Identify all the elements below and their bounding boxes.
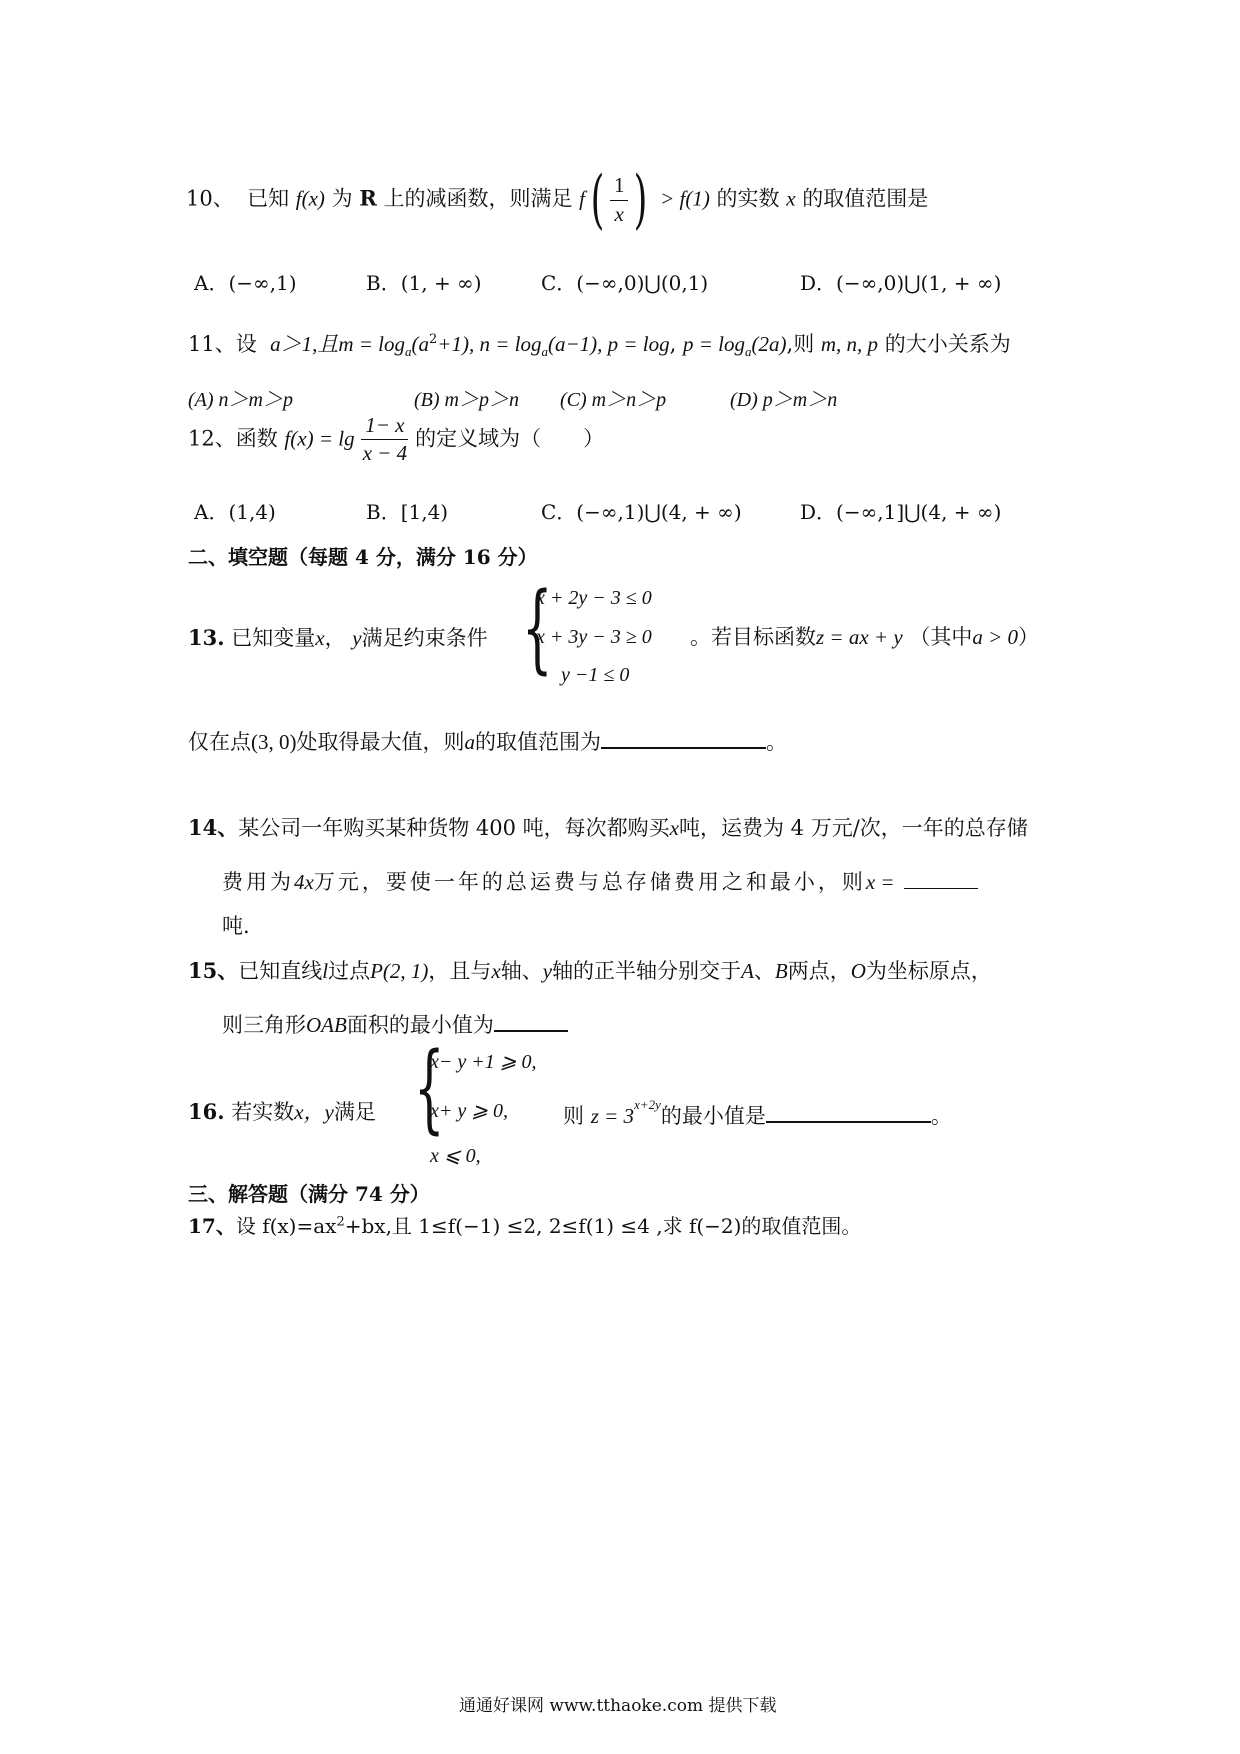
question-11: 11、设 a＞1,且$m = \log_a(a^2+1)$, $n = \log_a(a-1)$, p = log, $p = \log_a(2a)$,则 m, n, p 的大小关系为 [188, 332, 1011, 360]
q10-option-a: A．(−∞,1) [194, 271, 297, 295]
question-17: 17、设 $f(x)=ax^2+bx$,且 1≤f(−1) ≤2, 2≤f(1) ≤4 ,求 f(−2)的取值范围。 [188, 1214, 862, 1238]
q11-option-a: (A) n＞m＞p [188, 389, 293, 411]
q10-option-c: C．(−∞,0)⋃(0,1) [541, 271, 709, 295]
q14-line-3: 吨. [222, 914, 250, 938]
q12-option-b: B．[1,4) [366, 500, 449, 524]
footer-credit: 通通好课网 www.tthaoke.com 提供下载 [459, 1696, 777, 1716]
q15-answer-blank[interactable] [494, 1008, 568, 1032]
q11-option-c: (C) m＞n＞p [560, 389, 667, 411]
q13-constraint-3: y −1 ≤ 0 [561, 664, 630, 686]
q12-option-c: C．(−∞,1)⋃(4, + ∞) [541, 500, 742, 524]
q14-line-2: 费用为4x万元，要使一年的总运费与总存储费用之和最小，则x = [222, 866, 978, 895]
q14-answer-blank[interactable] [904, 866, 978, 889]
q11-option-b: (B) m＞p＞n [414, 389, 519, 411]
section-heading-answers: 三、解答题（满分 74 分） [188, 1182, 430, 1206]
question-14: 14、某公司一年购买某种货物 400 吨，每次都购买x吨，运费为 4 万元/次，一年的总存储 [188, 815, 1028, 840]
q13-constraint-1: x + 2y − 3 ≤ 0 [536, 587, 652, 609]
question-15: 15、已知直线l过点P(2, 1)，且与x轴、y轴的正半轴分别交于A、B两点，O为坐标原点， [188, 958, 992, 983]
q13-constraint-2: x + 3y − 3 ≥ 0 [536, 626, 652, 648]
question-16: 16. 若实数x，y满足 [188, 1099, 376, 1124]
q13-objective: 。若目标函数z = ax + y （其中a > 0） [690, 625, 1040, 649]
q16-brace: { [414, 1032, 445, 1144]
q12-option-a: A．(1,4) [194, 500, 276, 524]
q13-line-2: 仅在点(3, 0)处取得最大值，则a的取值范围为 。 [188, 725, 787, 755]
q16-constraint-2: x+ y ⩾ 0, [430, 1100, 509, 1122]
q15-line-2: 则三角形OAB面积的最小值为 [222, 1008, 568, 1038]
q13-brace: { [522, 572, 553, 684]
section-heading-fill-in: 二、填空题（每题 4 分，满分 16 分） [188, 545, 538, 569]
question-12: 12、函数 f(x) = lg $\frac{1- x}{x - 4}$ 的定义域为（ ） [188, 412, 604, 468]
q16-constraint-3: x ⩽ 0, [430, 1145, 481, 1167]
question-10: 10、 已知 f(x) 为 R 上的减函数，则满足 f( $\frac{1}{x}$ ) > f(1) 的实数 x 的取值范围是 [186, 163, 929, 237]
q12-fraction: $\frac{1- x}{x - 4}$ [362, 413, 408, 466]
q10-option-b: B．(1, + ∞) [366, 271, 482, 295]
q16-answer-blank[interactable] [766, 1099, 931, 1123]
q10-option-d: D．(−∞,0)⋃(1, + ∞) [800, 271, 1002, 295]
q10-number: 10、 [186, 186, 234, 211]
q16-constraint-1: x− y +1 ⩾ 0, [430, 1051, 537, 1073]
q13-answer-blank[interactable] [601, 725, 766, 749]
q16-objective: 则 $z = 3^{x+2y}$的最小值是 。 [563, 1097, 952, 1128]
question-13: 13. 已知变量x， y满足约束条件 [188, 625, 488, 650]
q12-option-d: D．(−∞,1]⋃(4, + ∞) [800, 500, 1002, 524]
q10-fraction: $\frac{1}{x}$ [610, 172, 629, 228]
q11-option-d: (D) p＞m＞n [730, 389, 838, 411]
